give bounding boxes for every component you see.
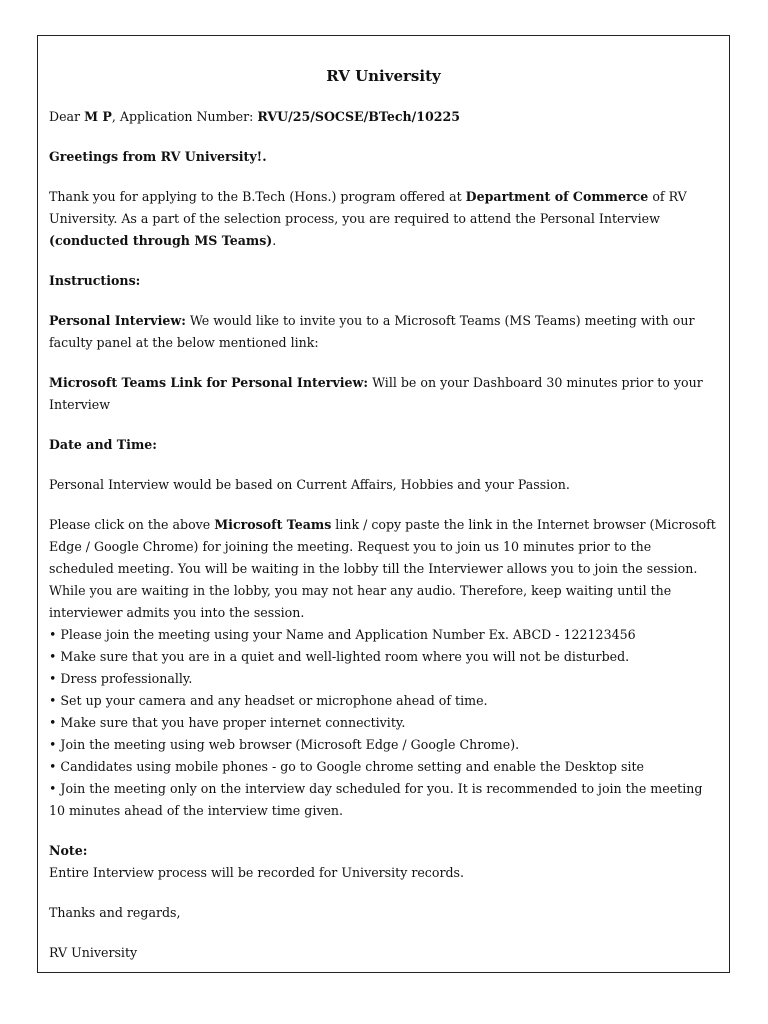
signature: RV University bbox=[49, 945, 138, 960]
personal-interview-label: Personal Interview: bbox=[49, 313, 186, 328]
personal-interview-text: We would like to invite you to a Microsoft Teams (MS Teams) meeting with our faculty panel at the below mentioned link: bbox=[49, 313, 695, 350]
instructions-heading bbox=[49, 270, 718, 292]
click-bold: Microsoft Teams bbox=[214, 517, 332, 532]
date-time-heading bbox=[49, 434, 718, 456]
teams-link-text: Will be on your Dashboard 30 minutes prior to your Interview bbox=[49, 375, 703, 412]
intro-part2: of RV University. As a part of the selection process, you are required to attend the Personal Interview bbox=[49, 189, 687, 226]
note-label-text: Note: bbox=[49, 843, 88, 858]
interview-basis: Personal Interview would be based on Current Affairs, Hobbies and your Passion. bbox=[49, 477, 570, 492]
list-item: • Join the meeting only on the interview day scheduled for you. It is recommended to join the meeting 10 minutes ahead of the interview time given. bbox=[49, 781, 703, 818]
click-part1: Please click on the above bbox=[49, 517, 215, 532]
click-part2: link / copy paste the link in the Internet browser (Microsoft Edge / Google Chrome) for joining the meeting. Request you to join us 10 minutes prior to the scheduled meeting. You will be waiting in the lobby till the Interviewer allows you to join the session. While you are waiting in the lobby, you may not hear any audio. Therefore, keep waiting until the interviewer admits you into the session. bbox=[49, 517, 716, 620]
note-block bbox=[49, 840, 718, 884]
salutation bbox=[49, 106, 718, 128]
greeting bbox=[49, 146, 718, 168]
list-item: • Make sure that you are in a quiet and well-lighted room where you will not be disturbed. bbox=[49, 649, 630, 664]
click-paragraph bbox=[49, 514, 718, 624]
intro-paragraph bbox=[49, 186, 718, 252]
greeting-text: Greetings from RV University!. bbox=[49, 149, 267, 164]
teams-link-paragraph bbox=[49, 372, 718, 416]
application-number: RVU/25/SOCSE/BTech/10225 bbox=[257, 109, 461, 124]
closing: Thanks and regards, bbox=[49, 905, 181, 920]
list-item: • Join the meeting using web browser (Microsoft Edge / Google Chrome). bbox=[49, 737, 520, 752]
list-item: • Candidates using mobile phones - go to Google chrome setting and enable the Desktop site bbox=[49, 759, 644, 774]
list-item: • Please join the meeting using your Name and Application Number Ex. ABCD - 122123456 bbox=[49, 627, 636, 642]
note-text: Entire Interview process will be recorded for University records. bbox=[49, 865, 464, 880]
instructions-heading-text: Instructions: bbox=[49, 273, 141, 288]
interview-mode: (conducted through MS Teams) bbox=[49, 233, 273, 248]
salutation-dear: Dear bbox=[49, 109, 85, 124]
date-time-heading-text: Date and Time: bbox=[49, 437, 157, 452]
note-label bbox=[49, 840, 718, 862]
intro-part1: Thank you for applying to the B.Tech (Hons.) program offered at bbox=[49, 189, 466, 204]
instruction-list bbox=[49, 624, 718, 822]
list-item: • Set up your camera and any headset or microphone ahead of time. bbox=[49, 693, 488, 708]
letter-title: RV University bbox=[326, 67, 441, 85]
letter-body bbox=[37, 35, 730, 973]
list-item: • Make sure that you have proper internet connectivity. bbox=[49, 715, 406, 730]
personal-interview-paragraph bbox=[49, 310, 718, 354]
intro-part3: . bbox=[272, 233, 277, 248]
application-number-label: , Application Number: bbox=[111, 109, 258, 124]
teams-link-label: Microsoft Teams Link for Personal Interview: bbox=[49, 375, 369, 390]
list-item: • Dress professionally. bbox=[49, 671, 193, 686]
applicant-name: M P bbox=[84, 109, 112, 124]
department-name: Department of Commerce bbox=[465, 189, 649, 204]
